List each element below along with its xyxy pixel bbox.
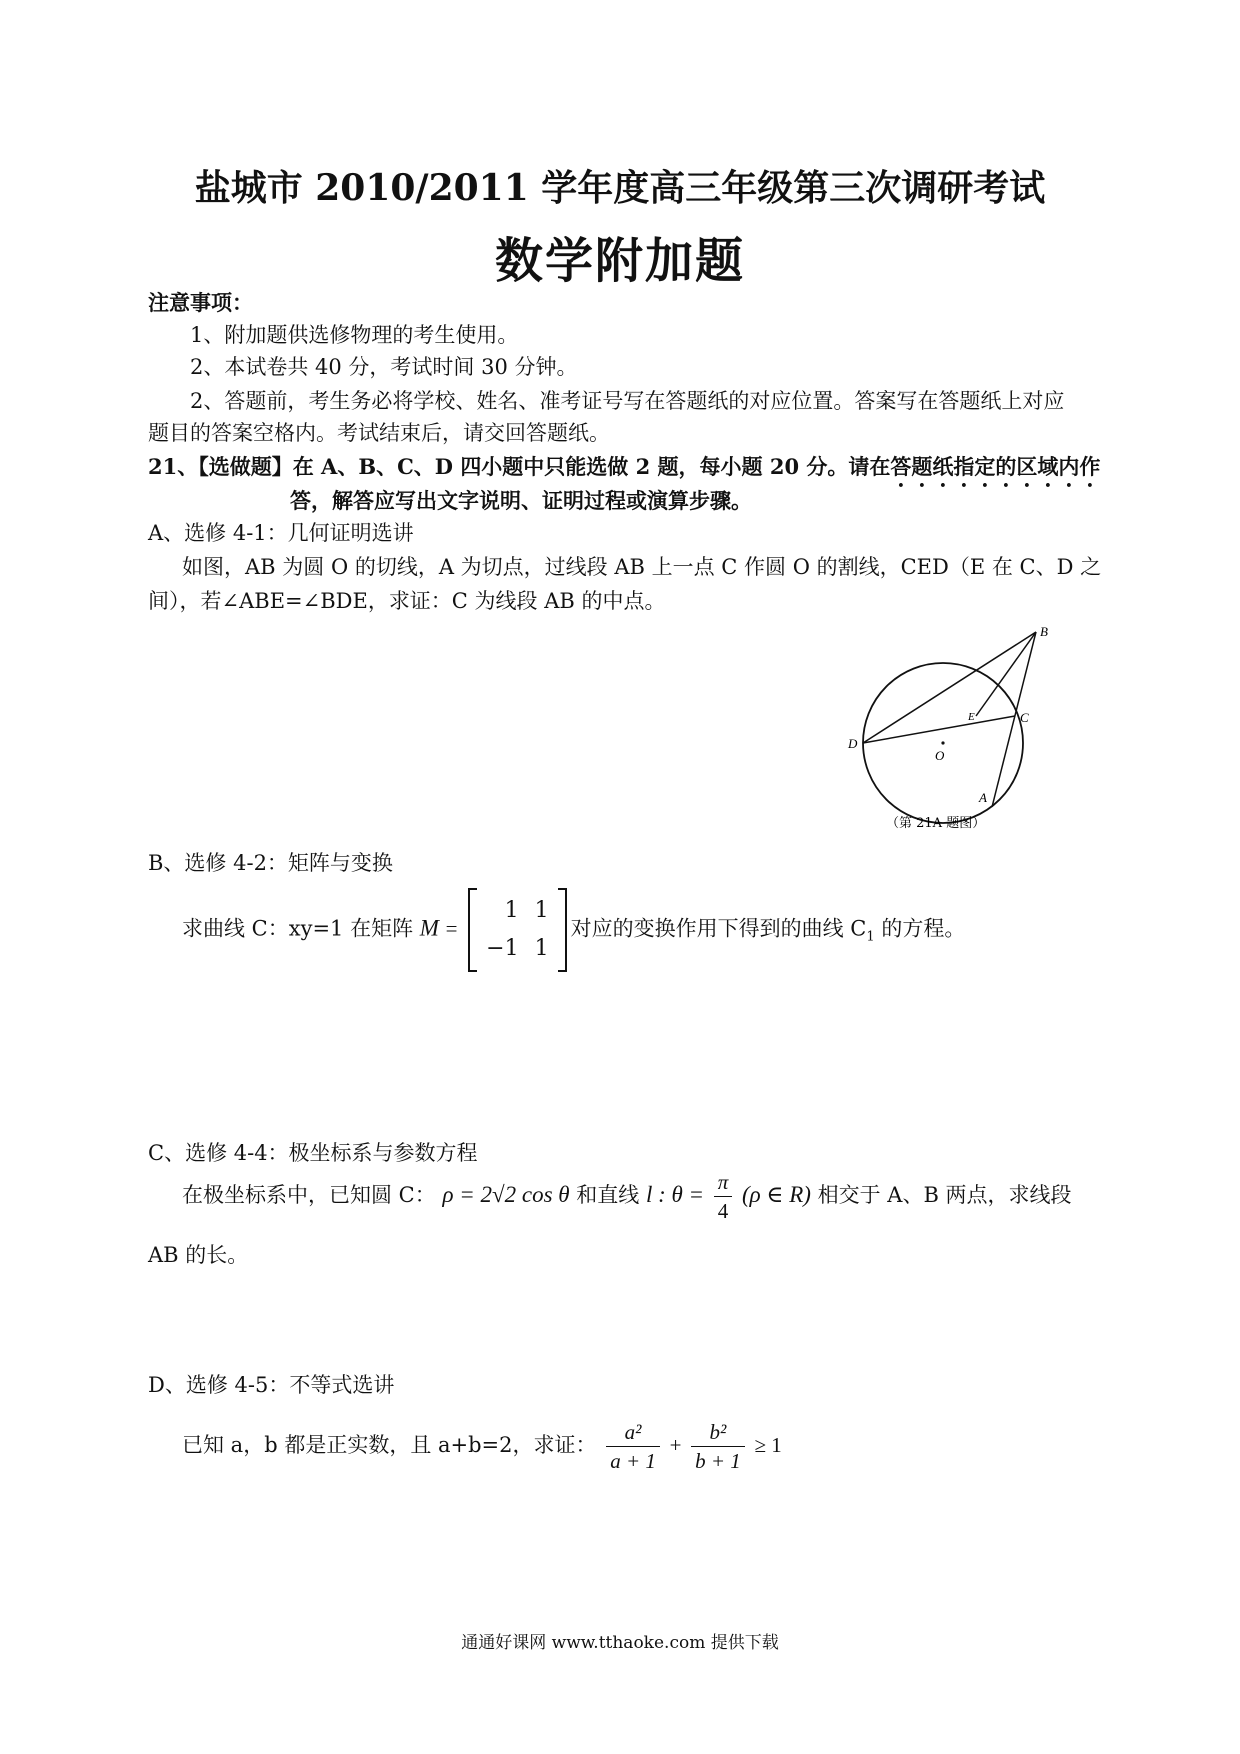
circle-equation: ρ = 2√2 cos θ	[442, 1182, 570, 1207]
fraction-pi-over-4	[714, 1168, 733, 1225]
inequality-relation: ≥ 1	[754, 1433, 782, 1457]
matrix-m	[468, 888, 566, 972]
fraction-denominator: 4	[717, 1199, 729, 1223]
matrix-cell-22: 1	[534, 936, 549, 961]
label-e: E	[968, 711, 975, 723]
fraction-a-numerator: a²	[606, 1418, 660, 1447]
q21-text-b: 答，解答应写出文字说明、证明过程或演算步骤。	[290, 488, 752, 513]
matrix-name: M	[419, 915, 439, 941]
center-point-o	[941, 741, 944, 744]
section-c-heading: C、选修 4-4：极坐标系与参数方程	[148, 1141, 478, 1165]
label-b: B	[1040, 624, 1048, 639]
notes-heading: 注意事项：	[148, 290, 253, 315]
line-equation: l : θ =	[645, 1182, 705, 1207]
section-b-post-2: 的方程。	[874, 916, 966, 941]
fraction-b-denominator: b + 1	[695, 1449, 741, 1473]
section-b-pre: 求曲线 C：xy=1 在矩阵	[182, 916, 414, 941]
figure-caption: （第 21A 题图）	[886, 816, 986, 831]
secant-line-ced	[863, 716, 1015, 743]
fraction-a	[606, 1418, 660, 1475]
equals-sign: =	[445, 916, 458, 941]
fraction-a-denominator: a + 1	[610, 1449, 656, 1473]
label-o: O	[935, 748, 945, 763]
section-c-line-2: AB 的长。	[148, 1243, 249, 1267]
section-b-post: 对应的变换作用下得到的曲线 C	[570, 916, 867, 941]
fraction-b-numerator: b²	[691, 1418, 745, 1447]
label-c: C	[1020, 710, 1029, 725]
section-d-pre: 已知 a，b 都是正实数，且 a+b=2，求证：	[182, 1433, 597, 1457]
section-b-heading: B、选修 4-2：矩阵与变换	[148, 851, 393, 875]
section-d-problem	[182, 1418, 782, 1475]
section-c-post: 相交于 A、B 两点，求线段	[817, 1183, 1072, 1207]
matrix-cell-21: −1	[486, 936, 519, 961]
matrix-cell-11: 1	[504, 898, 519, 923]
section-d-heading: D、选修 4-5：不等式选讲	[148, 1373, 395, 1397]
section-b-subscript: 1	[866, 929, 875, 945]
section-a-heading: A、选修 4-1：几何证明选讲	[148, 521, 414, 545]
geometry-figure	[840, 622, 1070, 834]
note-item-3-cont: 题目的答案空格内。考试结束后，请交回答题纸。	[148, 421, 610, 445]
line-condition: (ρ ∈ R)	[741, 1182, 811, 1207]
note-item-2: 2、本试卷共 40 分，考试时间 30 分钟。	[190, 355, 578, 379]
label-d: D	[848, 736, 858, 751]
section-c-problem	[182, 1168, 1072, 1225]
note-item-3: 2、答题前，考生务必将学校、姓名、准考证号写在答题纸的对应位置。答案写在答题纸上对应	[190, 389, 1065, 413]
exam-subtitle: 数学附加题	[494, 233, 745, 289]
q21-emphasis: 答题纸指定的区域内作	[890, 454, 1101, 479]
fraction-numerator: π	[714, 1168, 733, 1197]
line-bd	[863, 632, 1036, 743]
page-footer: 通通好课网 www.tthaoke.com 提供下载	[461, 1633, 779, 1653]
matrix-cell-12: 1	[534, 898, 549, 923]
section-a-line-2: 间），若∠ABE=∠BDE，求证：C 为线段 AB 的中点。	[148, 589, 666, 613]
section-c-pre: 在极坐标系中，已知圆 C：	[182, 1183, 436, 1207]
section-b-problem	[182, 888, 965, 972]
q21-text-a: 21、【选做题】在 A、B、C、D 四小题中只能选做 2 题，每小题 20 分。请在	[148, 454, 891, 479]
fraction-b	[691, 1418, 745, 1475]
label-a: A	[979, 790, 987, 805]
exam-title: 盐城市 2010/2011 学年度高三年级第三次调研考试	[194, 167, 1046, 209]
section-c-mid: 和直线	[576, 1183, 640, 1207]
section-a-line-1: 如图，AB 为圆 O 的切线，A 为切点，过线段 AB 上一点 C 作圆 O 的割线，CED（E 在 C、D 之	[182, 555, 1102, 579]
note-item-1: 1、附加题供选修物理的考生使用。	[190, 323, 519, 347]
plus-sign: +	[669, 1433, 682, 1457]
